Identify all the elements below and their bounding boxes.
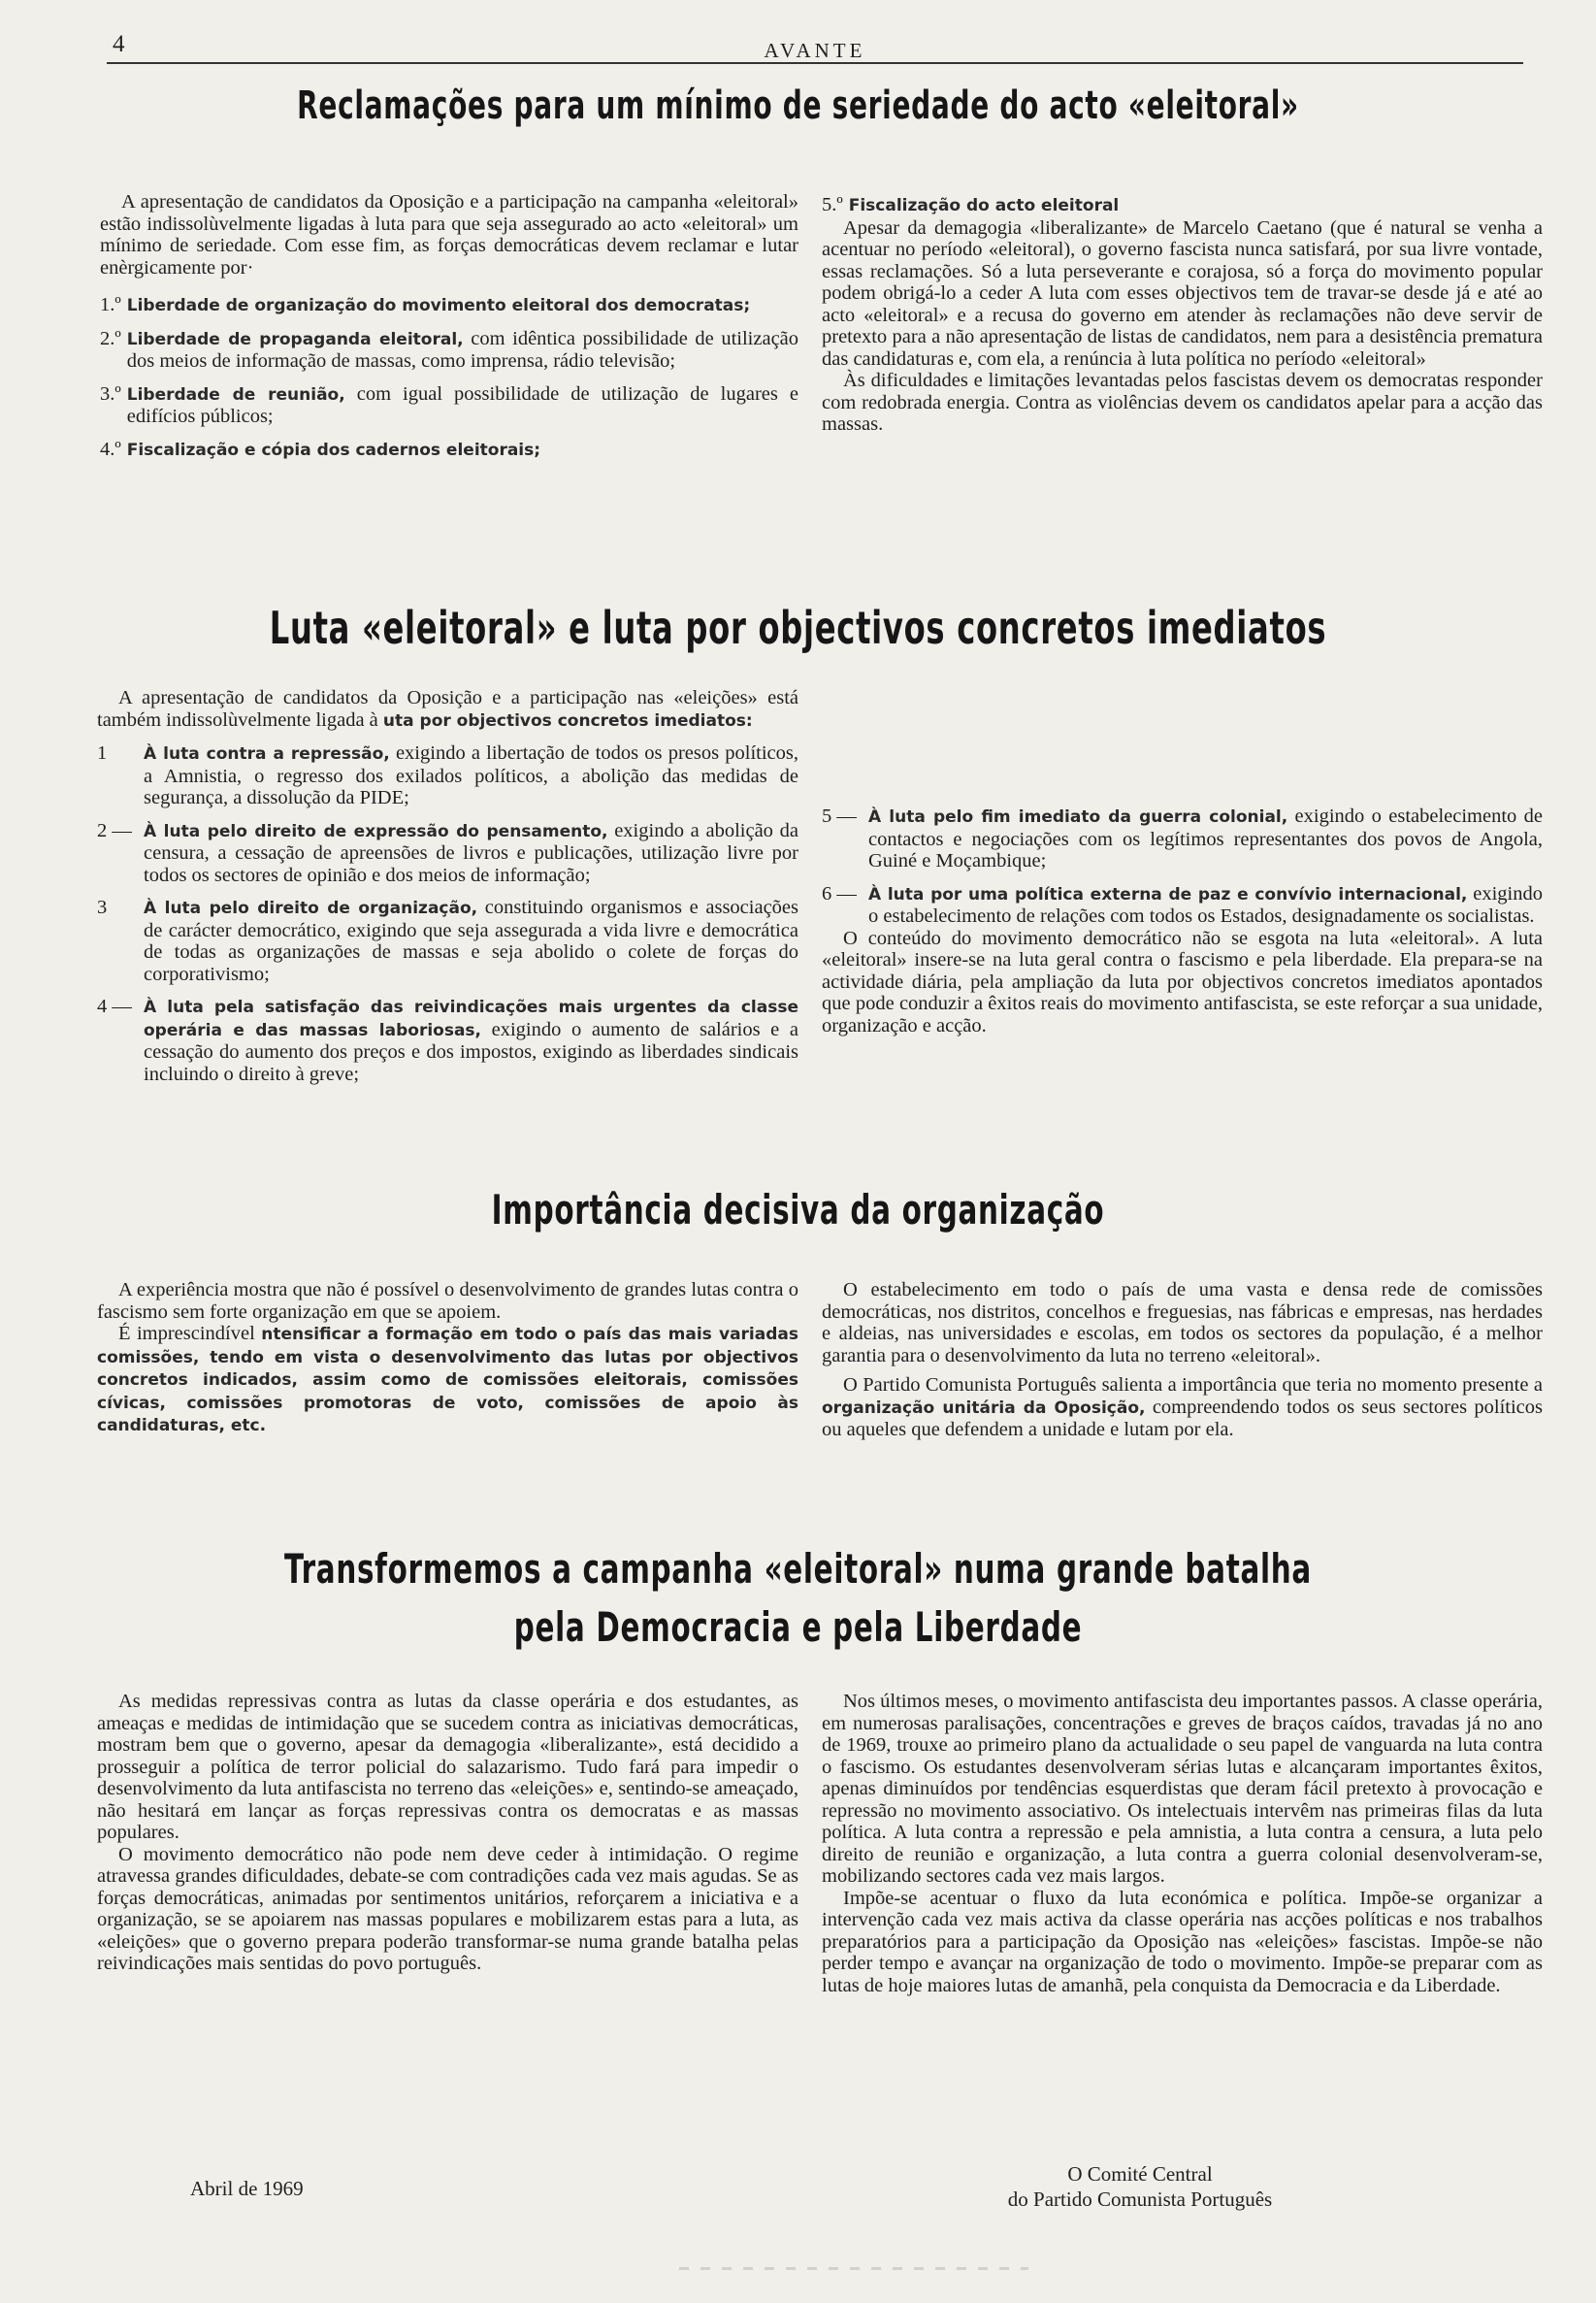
art3-paragraph-2: É imprescindível ntensificar a formação em todo o país das mais variadas comissões, tendo em vista o desenvolvimento das lutas por objectivos concretos indicados, assim como de comissões eleitorais, comissões cívicas, comissões promotoras de voto, comissões de apoio às candidaturas, etc. [97,1323,798,1435]
art1-intro: A apresentação de candidatos da Oposição e a participação na campanha «eleitoral» estão indissolùvelmente ligadas à luta para que seja assegurado ao acto «eleitoral» um mínimo de seriedade. Com esse fim, as forças democráticas devem reclamar e lutar enèrgicamente por· [100,191,798,279]
art1-paragraph-3: Às dificuldades e limitações levantadas pelos fascistas devem os democratas responder com redobrada energia. Contra as violências devem os candidatos apelar para a acção das massas. [822,370,1543,435]
art4-paragraph-1: As medidas repressivas contra as lutas da classe operária e dos estudantes, as ameaças e medidas de intimidação que se sucedem contra as iniciativas democráticas, mostram bem que o governo, apesar da demagogia «liberalizante», está decidido a prosseguir a política de terror policial do salazarismo. Tudo fará para impedir o desenvolvimento da luta antifascista no terreno das «eleições» e, sentindo-se ameaçado, não hesitará em lançar as forças repressivas contra os democratas e as massas populares. [97,1691,798,1843]
art3-left-column [97,1279,798,1437]
art1-item-5: 5.º Fiscalização do acto eleitoral [822,194,1120,215]
art2-left-column [97,687,798,1085]
headline-transformemos-line-2: pela Democracia e pela Liberdade [513,1603,1083,1651]
art4-left-column [97,1691,798,1975]
signature [931,2161,1349,2212]
page-number: 4 [113,31,125,57]
art2-intro: A apresentação de candidatos da Oposição e a participação nas «eleições» está também indissolùvelmente ligada à uta por objectivos concretos imediatos: [97,687,798,731]
headline-luta-eleitoral: Luta «eleitoral» e luta por objectivos concretos imediatos [269,602,1327,654]
art4-paragraph-3: Nos últimos meses, o movimento antifascista deu importantes passos. A classe operária, em numerosas paralisações, concentrações e greves de braços caídos, travadas já no ano de 1969, trouxe ao primeiro plano da actualidade o seu papel de vanguarda na luta contra o fascismo. Os estudantes desenvolveram sérias lutas e alcançaram importantes êxitos, apenas diminuídos por tendências esquerdistas que deram fácil pretexto à provocação e repressão no movimento associativo. Os intelectuais intervêm nas primeiras filas da luta política. A luta contra a repressão e pela amnistia, a luta contra a censura, a luta pelo direito de reunião e organização, a luta contra a guerra colonial desenvolveram-se, mobilizando sectores cada vez mais largos. [822,1691,1543,1887]
art2-item-4: 4 — À luta pela satisfação das reivindicações mais urgentes da classe operária e das massas laboriosas, exigindo o aumento de salários e a cessação do aumento dos preços e dos impostos, exigindo as liberdades sindicais incluindo o direito à greve; [97,996,798,1085]
decorative-dashes [679,2267,1028,2270]
publication-name: AVANTE [764,39,866,62]
art1-item-1: 1.º Liberdade de organização do movimento eleitoral dos democratas; [100,294,751,315]
art1-right-column [822,194,1543,436]
art4-paragraph-4: Impõe-se acentuar o fluxo da luta económica e política. Impõe-se organizar a intervenção cada vez mais activa da classe operária nas acções políticas e nos trabalhos preparatórios para a participação da Oposição nas «eleições» fascistas. Impõe-se não perder tempo e avançar na organização de todo o movimento. Impõe-se preparar com as lutas de hoje maiores lutas de amanhã, pela conquista da Democracia e da Liberdade. [822,1887,1543,1996]
art1-item-4: 4.º Fiscalização e cópia dos cadernos eleitorais; [100,438,541,460]
art2-item-5: 5 — À luta pelo fim imediato da guerra colonial, exigindo o estabelecimento de contactos e negociações com os legítimos representantes dos povos de Angola, Guiné e Moçambique; [822,806,1543,872]
art4-right-column [822,1691,1543,1996]
art2-item-3: 3 À luta pelo direito de organização, constituindo organismos e associações de carácter democrático, exigindo que seja assegurada a vida livre e democrática de todas as organizações de massas e seja abolido o colete de forças do corporativismo; [97,897,798,985]
art3-paragraph-1: A experiência mostra que não é possível o desenvolvimento de grandes lutas contra o fascismo sem forte organização em que se apoiem. [97,1279,798,1323]
art4-paragraph-2: O movimento democrático não pode nem deve ceder à intimidação. O regime atravessa grandes dificuldades, debate-se com contradições cada vez mais agudas. Se as forças democráticas, animadas por sentimentos unitários, reforçarem a iniciativa e a organização, se se apoiarem nas massas populares e mobilizarem estas para a luta, as «eleições» que o governo prepara poderão transformar-se numa grande batalha pelas reivindicações mais sentidas do povo português. [97,1843,798,1974]
art1-item-3: 3.º Liberdade de reunião, com igual possibilidade de utilização de lugares e edifícios públicos; [100,382,798,427]
signature-line-2: do Partido Comunista Português [1007,2188,1273,2211]
headline-reclamacoes: Reclamações para um mínimo de seriedade do acto «eleitoral» [297,83,1299,128]
art2-item-1: 1 À luta contra a repressão, exigindo a libertação de todos os presos políticos, a Amnistia, o regresso dos exilados políticos, a abolição das medidas de segurança, a dissolução da PIDE; [97,742,799,808]
art2-paragraph-2: O conteúdo do movimento democrático não se esgota na luta «eleitoral». A luta «eleitoral» insere-se na luta geral contra o fascismo e pela liberdade. Ela prepara-se na actividade diária, pela ampliação da luta por objectivos concretos imediatos apontados que pode conduzir a êxitos reais do movimento antifascista, se este reforçar a sua unidade, organização e acção. [822,927,1543,1036]
art1-paragraph-2: Apesar da demagogia «liberalizante» de Marcelo Caetano (que é natural se venha a acentuar no período «eleitoral), o governo fascista nunca satisfará, por sua livre vontade, essas reclamações. Só a luta perseverante e corajosa, só a força do movimento popular podem obrigá-lo a ceder A luta com esses objectivos tem de travar-se desde já e até ao acto «eleitoral» e a recusa do governo em atender às reclamações não deve servir de pretexto para a não apresentação de listas de candidatos, nem para a desistência prematura das candidaturas e, com ela, a renúncia à luta política no período «eleitoral» [822,216,1543,370]
signature-line-1: O Comité Central [1067,2162,1213,2186]
art1-item-2: 2.º Liberdade de propaganda eleitoral, com idêntica possibilidade de utilização dos meios de informação de massas, como imprensa, rádio televisão; [100,327,799,372]
art2-right-column [822,806,1543,1036]
art3-paragraph-3: O estabelecimento em todo o país de uma vasta e densa rede de comissões democráticas, nos distritos, concelhos e freguesias, nas fábricas e empresas, nas herdades e aldeias, nas universidades e escolas, em todos os sectores da população, é a melhor garantia para o desenvolvimento da luta no terreno «eleitoral». [822,1279,1543,1366]
art2-item-2: 2 — À luta pelo direito de expressão do pensamento, exigindo a abolição da censura, a cessação de apreensões de livros e publicações, utilização livre por todos os sectores de opinião e dos meios de informação; [97,819,798,886]
art3-paragraph-4: O Partido Comunista Português salienta a importância que teria no momento presente a organização unitária da Oposição, compreendendo todos os seus sectores políticos ou aqueles que defendem a unidade e lutam por ela. [822,1374,1543,1440]
page-header [107,29,1523,64]
art2-item-6: 6 — À luta por uma política externa de paz e convívio internacional, exigindo o estabelecimento de relações com todos os Estados, designadamente os socialistas. [822,882,1543,927]
art3-right-column [822,1279,1543,1441]
art1-left-column [100,191,798,461]
article-date: Abril de 1969 [190,2177,304,2200]
headline-importancia-organizacao: Importância decisiva da organização [491,1186,1105,1234]
headline-transformemos-line-1: Transformemos a campanha «eleitoral» numa grande batalha [284,1545,1312,1593]
